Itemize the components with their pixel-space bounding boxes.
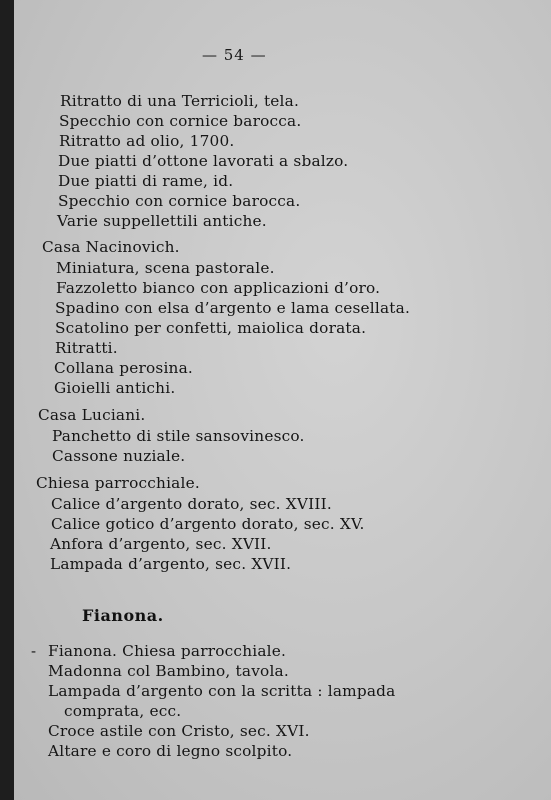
list-item: Ritratto ad olio, 1700. bbox=[59, 132, 235, 150]
list-item: Madonna col Bambino, tavola. bbox=[48, 662, 289, 680]
list-item: Due piatti d’ottone lavorati a sbalzo. bbox=[58, 152, 349, 170]
list-item: Calice d’argento dorato, sec. XVIII. bbox=[51, 495, 332, 513]
list-item: Fazzoletto bianco con applicazioni d’oro. bbox=[56, 279, 381, 297]
list-item: Anfora d’argento, sec. XVII. bbox=[50, 535, 272, 553]
list-item: Ritratto di una Terricioli, tela. bbox=[60, 92, 300, 110]
list-item: Croce astile con Cristo, sec. XVI. bbox=[48, 722, 310, 740]
list-item: Miniatura, scena pastorale. bbox=[56, 259, 275, 277]
list-item: Calice gotico d’argento dorato, sec. XV. bbox=[51, 515, 365, 533]
list-item: Specchio con cornice barocca. bbox=[59, 112, 302, 130]
section-title-nacinovich: Casa Nacinovich. bbox=[42, 238, 180, 256]
page-number: — 54 — bbox=[202, 46, 267, 64]
section-heading-fianona: Fianona. bbox=[82, 606, 164, 625]
list-item: Ritratti. bbox=[55, 339, 118, 357]
list-item: Lampada d’argento con la scritta : lampada bbox=[48, 682, 396, 700]
list-item: Varie suppellettili antiche. bbox=[57, 212, 267, 230]
list-item: Spadino con elsa d’argento e lama cesellata. bbox=[55, 299, 411, 317]
dash-mark: - bbox=[31, 642, 37, 660]
book-page bbox=[14, 0, 551, 800]
list-item: Panchetto di stile sansovinesco. bbox=[52, 427, 305, 445]
list-item: Specchio con cornice barocca. bbox=[58, 192, 301, 210]
section-title-chiesa: Chiesa parrocchiale. bbox=[36, 474, 200, 492]
list-item: Due piatti di rame, id. bbox=[58, 172, 234, 190]
section-intro-fianona: Fianona. Chiesa parrocchiale. bbox=[48, 642, 287, 660]
list-item-continuation: comprata, ecc. bbox=[64, 702, 182, 720]
list-item: Cassone nuziale. bbox=[52, 447, 186, 465]
list-item: Gioielli antichi. bbox=[54, 379, 176, 397]
list-item: Collana perosina. bbox=[54, 359, 193, 377]
list-item: Scatolino per confetti, maiolica dorata. bbox=[55, 319, 367, 337]
section-title-luciani: Casa Luciani. bbox=[38, 406, 146, 424]
list-item: Lampada d’argento, sec. XVII. bbox=[50, 555, 292, 573]
list-item: Altare e coro di legno scolpito. bbox=[48, 742, 293, 760]
